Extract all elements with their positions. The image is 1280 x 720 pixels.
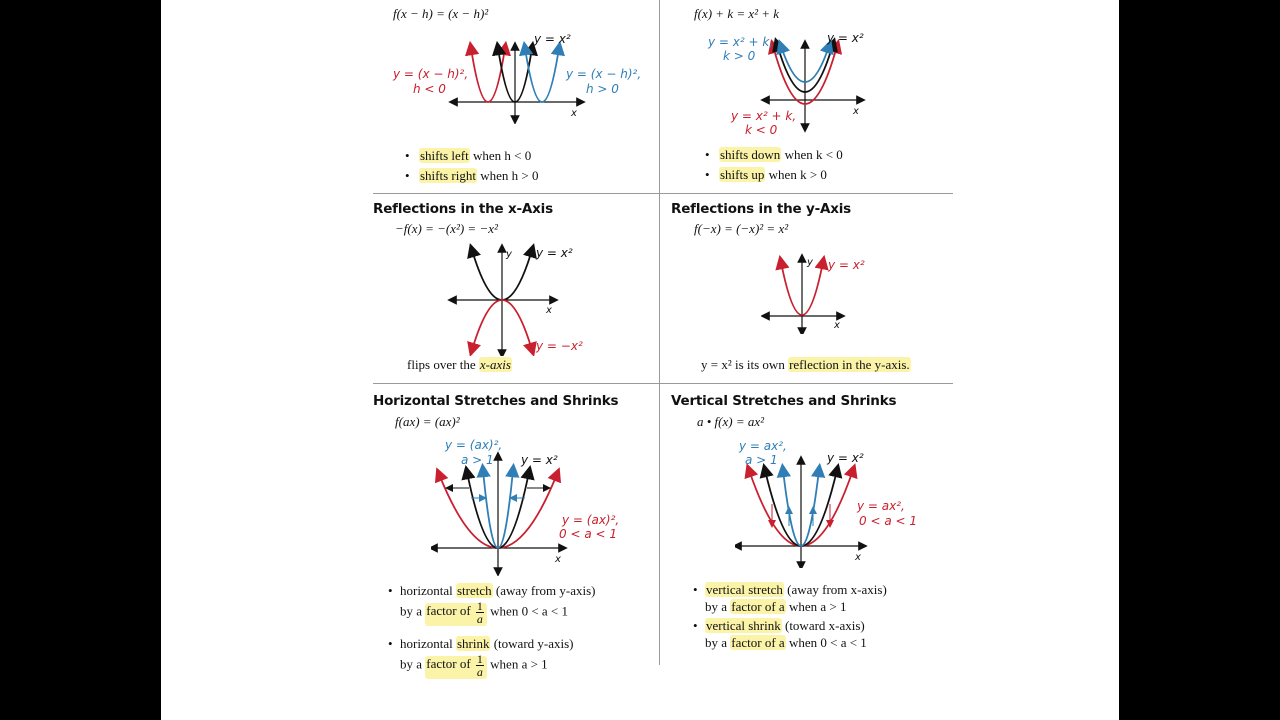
label-parent: y = x² [534, 32, 571, 46]
text-label: y = (ax)², [445, 438, 503, 452]
heading-vertical-stretch: Vertical Stretches and Shrinks [671, 393, 897, 409]
text-label: y = x² [827, 451, 864, 465]
note-reflection-x [407, 357, 512, 373]
text-label: a > 1 [745, 453, 778, 467]
text-label: x [834, 320, 840, 331]
graph-reflection-x [446, 242, 586, 356]
list-item: • vertical stretch (away from x-axis) by a factor of a when a > 1 [693, 582, 887, 614]
list-item [405, 166, 538, 186]
text-label: factor of a [731, 635, 785, 650]
text-label: x [555, 554, 561, 565]
bullets-vertical-translation [705, 145, 843, 185]
graph-vertical-translation [701, 28, 891, 140]
heading-horizontal-stretch: Horizontal Stretches and Shrinks [373, 393, 619, 409]
text-label: when k > 0 [765, 167, 827, 182]
text-label: y [807, 257, 813, 268]
heading-reflection-y: Reflections in the y-Axis [671, 201, 851, 217]
text-label: y = x² [536, 246, 573, 260]
text-label: reflection in the y-axis. [789, 357, 910, 372]
text-label: when 0 < a < 1 [785, 635, 867, 650]
row-divider-1 [373, 193, 953, 194]
text-label: 1 [476, 599, 483, 613]
text-label: factor of [426, 656, 471, 672]
bullets-vertical-stretch [693, 581, 953, 651]
text-label: (away from x-axis) [783, 582, 887, 597]
text-label: horizontal [400, 636, 456, 651]
list-item [405, 146, 538, 166]
note-reflection-y [701, 357, 911, 373]
graph-reflection-y [761, 252, 881, 334]
label-left-curve-1: y = (x − h)², [393, 67, 469, 81]
text-label: vertical shrink [706, 618, 781, 633]
text-label: y [506, 249, 512, 260]
text-label: y = ax², [857, 499, 905, 513]
text-label: when a > 1 [785, 599, 847, 614]
text-label: when h > 0 [476, 168, 539, 183]
text-label: by a [705, 635, 731, 650]
text-label: 0 < a < 1 [559, 527, 617, 541]
text-label: x [855, 552, 861, 563]
bullets-horizontal-translation [405, 146, 538, 186]
text-label: horizontal [400, 583, 456, 598]
graph-horizontal-stretch [431, 436, 631, 576]
list-item [705, 165, 843, 185]
text-label: x [853, 106, 859, 117]
graph-vertical-stretch [735, 436, 935, 568]
list-item: • vertical shrink (toward x-axis) by a factor of a when 0 < a < 1 [693, 618, 867, 650]
list-item [705, 145, 843, 165]
formula-vertical-stretch: a • f(x) = ax² [697, 414, 765, 429]
text-label: factor of [426, 603, 471, 619]
text-label: 0 < a < 1 [859, 514, 917, 528]
text-label: a [476, 665, 483, 679]
text-label: 1 [476, 652, 483, 666]
text-label: by a [400, 656, 426, 672]
text-label: (toward x-axis) [781, 618, 865, 633]
text-label: y = x² [521, 453, 558, 467]
graph-horizontal-translation [391, 28, 641, 124]
text-label: y = x² + k, [731, 109, 797, 123]
label-right-curve-2: h > 0 [586, 82, 619, 96]
text-label: vertical stretch [706, 582, 783, 597]
text-label: y = x² + k, [708, 35, 774, 49]
text-label: x-axis [479, 357, 511, 372]
bullets-horizontal-stretch [388, 582, 648, 678]
text-label: y = −x² [536, 339, 583, 353]
text-label: factor of a [731, 599, 785, 614]
text-label: x [571, 108, 577, 119]
formula-reflection-y: f(−x) = (−x)² = x² [694, 221, 789, 236]
text-label: (toward y-axis) [490, 636, 574, 651]
text-label: flips over the [407, 357, 479, 372]
text-label: shrink [456, 636, 490, 651]
text-label: when 0 < a < 1 [486, 603, 569, 619]
text-label: x [546, 305, 552, 316]
text-label: when a > 1 [486, 656, 548, 672]
text-label: k > 0 [723, 49, 756, 63]
list-item: • horizontal shrink (toward y-axis) by a factor of $\frac{1}{a}$ when a > 1 [388, 636, 574, 679]
formula-horizontal-stretch: f(ax) = (ax)² [395, 414, 460, 429]
worksheet-page [161, 0, 1119, 720]
text-label: by a [400, 603, 426, 619]
text-label: shifts up [720, 167, 765, 182]
formula-horizontal-translation: f(x − h) = (x − h)² [393, 6, 489, 21]
text-label: y = x² [828, 258, 865, 272]
label-right-curve-1: y = (x − h)², [566, 67, 641, 81]
text-label: when h < 0 [469, 148, 532, 163]
heading-reflection-x: Reflections in the x-Axis [373, 201, 553, 217]
text-label: a > 1 [461, 453, 494, 467]
label-left-curve-2: h < 0 [413, 82, 446, 96]
text-label: shifts right [420, 168, 476, 183]
text-label: k < 0 [745, 123, 778, 137]
text-label: by a [705, 599, 731, 614]
text-label: when k < 0 [781, 147, 843, 162]
center-divider [659, 0, 660, 665]
formula-vertical-translation: f(x) + k = x² + k [694, 6, 780, 21]
text-label: (away from y-axis) [492, 583, 596, 598]
list-item: • horizontal stretch (away from y-axis) by a factor of $\frac{1}{a}$ when 0 < a < 1 [388, 583, 596, 626]
text-label: a [476, 612, 483, 626]
text-label: stretch [456, 583, 492, 598]
text-label: y = x² is its own [701, 357, 789, 372]
text-label: y = (ax)², [562, 513, 620, 527]
text-label: shifts left [420, 148, 469, 163]
formula-reflection-x: −f(x) = −(x²) = −x² [395, 221, 498, 236]
text-label: shifts down [720, 147, 781, 162]
text-label: y = ax², [739, 439, 787, 453]
row-divider-2 [373, 383, 953, 384]
text-label: y = x² [827, 31, 864, 45]
